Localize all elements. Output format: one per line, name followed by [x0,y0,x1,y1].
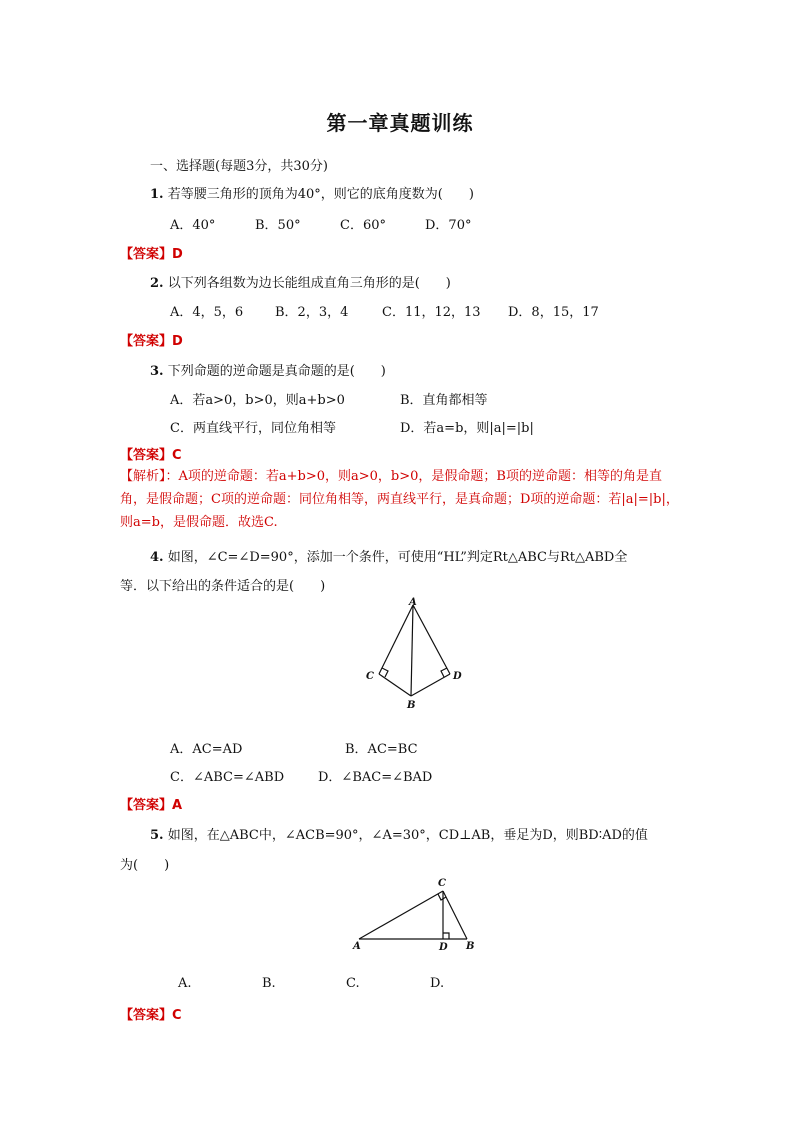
question-stem: 如图，在△ABC中，∠ACB=90°，∠A=30°，CD⊥AB，垂足为D，则BD∶AD的值 [167,828,648,843]
question-stem: 下列命题的逆命题是真命题的是( ) [167,364,386,379]
answer-4 [120,794,182,813]
edge-cb [379,674,411,696]
answer-1 [120,243,183,262]
label-b: B [407,700,416,711]
question-number: 3. [150,364,164,379]
question-stem: 如图，∠C=∠D=90°，添加一个条件，可使用“HL”判定Rt△ABC与Rt△ABD全 [167,550,628,565]
option-b: B. [262,976,276,991]
answer-2 [120,330,183,349]
option-a: A．40° [170,218,216,233]
question-3 [150,360,386,379]
edge-db [411,674,450,696]
answer-value: D [172,247,183,262]
answer-value: C [172,1008,182,1023]
option-d: D．8，15，17 [508,305,599,320]
option-d: D．若a=b，则|a|=|b| [400,421,534,436]
option-c: C．11，12，13 [382,305,481,320]
edge-ab [411,605,413,696]
edge-ad [413,605,450,674]
option-a: A．AC=AD [170,742,243,757]
answer-label: 【答案】 [120,334,173,349]
option-c: C. [346,976,360,991]
option-d: D．∠BAC=∠BAD [318,770,433,785]
analysis-3: 【解析】：A项的逆命题：若a+b>0，则a>0，b>0，是假命题；B项的逆命题：相等的角是直角，是假命题；C项的逆命题：同位角相等，两直线平行，是真命题；D项的逆命题：若|a|=|b|，则a=b，是假命题．故选C. [120,469,679,530]
label-d: D [453,671,462,682]
question-stem-continued: 等．以下给出的条件适合的是( ) [120,579,326,594]
label-c: C [366,671,374,682]
option-d: D．70° [425,218,472,233]
option-a: A．若a>0，b>0，则a+b>0 [170,393,345,408]
label-a: A [353,941,361,952]
question-number: 4. [150,550,164,565]
label-b: B [466,941,475,952]
edge-cb [443,891,467,939]
option-b: B．50° [255,218,301,233]
answer-label: 【答案】 [120,247,173,262]
label-c: C [438,878,446,889]
option-b: B．直角都相等 [400,393,488,408]
question-stem: 若等腰三角形的顶角为40°，则它的底角度数为( ) [167,187,474,202]
label-d: D [439,942,448,952]
right-angle-c [382,668,388,677]
answer-value: D [172,334,183,349]
section-heading: 一、选择题(每题3分，共30分) [150,159,328,174]
question-stem: 以下列各组数为边长能组成直角三角形的是( ) [167,276,451,291]
question-1 [150,183,474,202]
page-title: 第一章真题训练 [326,111,474,135]
answer-label: 【答案】 [120,448,173,463]
option-a: A．4，5，6 [170,305,244,320]
answer-value: A [172,798,183,813]
question-number: 5. [150,828,164,843]
answer-3 [120,444,182,463]
answer-5 [120,1004,182,1023]
question-4 [150,546,627,565]
triangle-figure [345,872,485,952]
question-number: 1. [150,187,164,202]
question-number: 2. [150,276,164,291]
option-c: C．∠ABC=∠ABD [170,770,285,785]
edge-ac [359,891,443,939]
kite-figure [355,595,475,715]
option-a: A. [178,976,192,991]
question-5 [150,824,648,843]
answer-value: C [172,448,182,463]
option-c: C．两直线平行，同位角相等 [170,421,336,436]
option-c: C．60° [340,218,386,233]
option-b: B．2，3，4 [275,305,349,320]
right-angle-d [443,933,449,939]
option-d: D. [430,976,445,991]
question-stem-continued: 为( ) [120,858,170,873]
answer-label: 【答案】 [120,1008,173,1023]
answer-label: 【答案】 [120,798,173,813]
option-b: B．AC=BC [345,742,418,757]
edge-ac [379,605,413,674]
label-a: A [409,597,417,608]
question-2 [150,272,451,291]
